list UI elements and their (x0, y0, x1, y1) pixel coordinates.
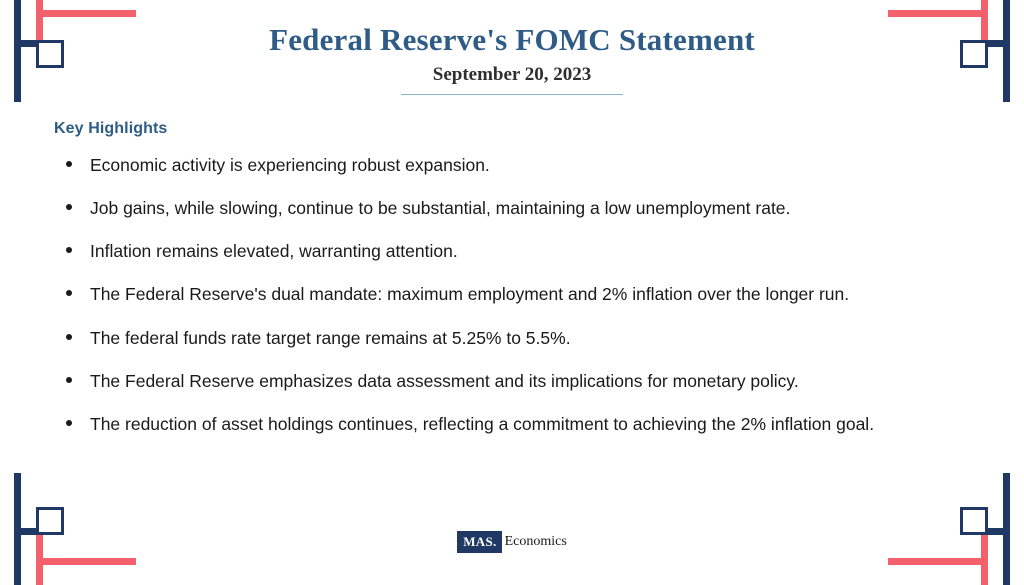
list-item: The federal funds rate target range remains at 5.25% to 5.5%. (86, 321, 964, 355)
decor-bar-vertical-navy (1003, 473, 1010, 585)
page-date: September 20, 2023 (432, 64, 592, 85)
list-item: Inflation remains elevated, warranting attention. (86, 234, 964, 268)
header (0, 22, 1024, 95)
decor-bar-vertical-navy (14, 473, 21, 585)
page-title: Federal Reserve's FOMC Statement (269, 22, 755, 57)
brand-logo-mark: MAS. (457, 531, 501, 553)
decor-bar-horizontal-red (36, 10, 136, 17)
decor-bar-horizontal-red (888, 558, 988, 565)
header-divider (401, 94, 623, 95)
brand-logo-text: Economics (504, 534, 567, 549)
section-heading: Key Highlights (54, 120, 168, 137)
list-item: The reduction of asset holdings continues, reflecting a commitment to achieving the 2% inflation goal. (86, 407, 964, 441)
highlights-list (54, 148, 964, 450)
footer (0, 531, 1024, 553)
list-item: Job gains, while slowing, continue to be substantial, maintaining a low unemployment rate. (86, 191, 964, 225)
brand-logo (457, 531, 567, 553)
decor-bar-horizontal-red (888, 10, 988, 17)
corner-decoration-bottom-right (874, 445, 1024, 575)
list-item: The Federal Reserve's dual mandate: maximum employment and 2% inflation over the longer run. (86, 277, 964, 311)
list-item: Economic activity is experiencing robust expansion. (86, 148, 964, 182)
decor-bar-horizontal-red (36, 558, 136, 565)
list-item: The Federal Reserve emphasizes data assessment and its implications for monetary policy. (86, 364, 964, 398)
corner-decoration-bottom-left (0, 445, 150, 575)
